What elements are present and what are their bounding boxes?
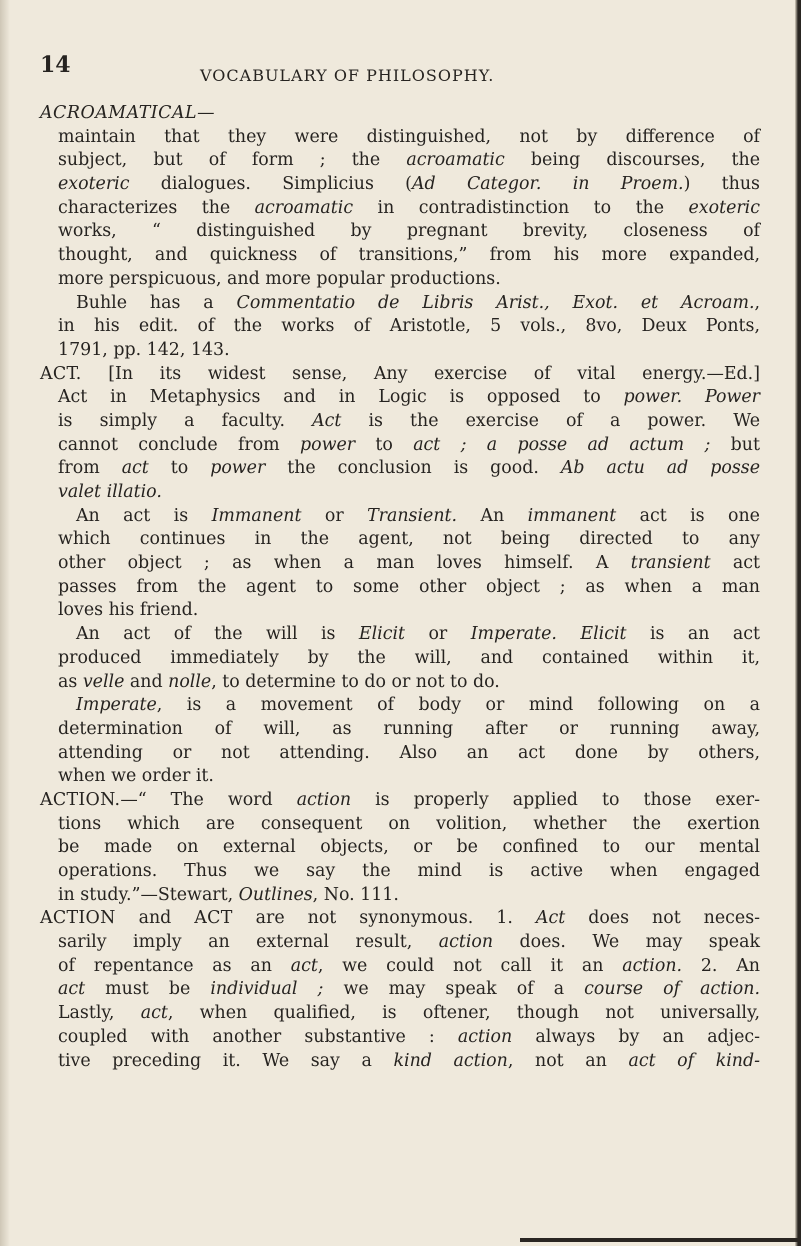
text-run: attending or not attending. Also an act done by others, bbox=[58, 742, 760, 763]
italic-term: action bbox=[438, 932, 494, 953]
text-run: An bbox=[457, 505, 528, 526]
text-line bbox=[40, 505, 760, 529]
text-line bbox=[40, 457, 760, 481]
page-bottom-edge bbox=[520, 1238, 801, 1242]
text-run: is properly applied to those exer- bbox=[351, 789, 760, 810]
text-run: , No. 111. bbox=[312, 884, 399, 905]
italic-term: exoteric bbox=[688, 197, 760, 218]
italic-term: acroamatic bbox=[406, 150, 505, 171]
italic-term: act bbox=[58, 979, 86, 1000]
text-line bbox=[40, 102, 760, 126]
text-run: as bbox=[58, 671, 83, 692]
text-line bbox=[40, 244, 760, 268]
text-line bbox=[40, 623, 760, 647]
running-head: VOCABULARY OF PHILOSOPHY. bbox=[200, 66, 495, 85]
text-run: , when qualified, is oftener, though not universally, bbox=[167, 1003, 760, 1024]
page-number: 14 bbox=[40, 52, 71, 78]
text-line bbox=[40, 552, 760, 576]
text-line bbox=[40, 220, 760, 244]
text-run: being discourses, the bbox=[504, 150, 760, 171]
page-left-edge-shadow bbox=[0, 0, 10, 1246]
text-run: 1791, pp. 142, 143. bbox=[58, 339, 230, 360]
page-right-edge bbox=[795, 0, 801, 1246]
text-run: operations. Thus we say the mind is active when engaged bbox=[58, 861, 760, 881]
italic-term: Power bbox=[705, 387, 760, 408]
text-run: tive preceding it. We say a bbox=[58, 1050, 394, 1071]
text-line bbox=[40, 599, 760, 623]
text-line bbox=[40, 149, 760, 173]
text-run: to bbox=[355, 434, 414, 455]
text-run: is simply a faculty. bbox=[58, 410, 313, 431]
text-run: coupled with another substantive : bbox=[58, 1026, 458, 1047]
text-run: from bbox=[58, 458, 122, 479]
entry-headword: ACT bbox=[194, 908, 233, 929]
text-run: or bbox=[301, 505, 368, 526]
italic-term: action bbox=[457, 1026, 513, 1047]
text-run: in contradistinction to the bbox=[353, 197, 689, 218]
text-line bbox=[40, 386, 760, 410]
text-line bbox=[40, 1026, 760, 1050]
text-line bbox=[40, 126, 760, 150]
text-line bbox=[40, 1050, 760, 1074]
text-run: Act in Metaphysics and in Logic is opposed to bbox=[58, 387, 624, 408]
text-line bbox=[40, 860, 760, 884]
text-run: passes from the agent to some other object ; as when a man bbox=[58, 576, 760, 597]
italic-term: Elicit bbox=[580, 624, 627, 645]
text-run: characterizes the bbox=[58, 197, 255, 218]
text-line bbox=[40, 268, 760, 292]
text-run: must be bbox=[85, 979, 211, 1000]
text-run: always by an adjec- bbox=[512, 1026, 760, 1047]
text-run: is the exercise of a power. We bbox=[341, 410, 760, 431]
text-run: we may speak of a bbox=[323, 979, 585, 1000]
text-line bbox=[40, 742, 760, 766]
italic-term: Act bbox=[312, 410, 342, 431]
italic-term: power bbox=[299, 434, 356, 455]
italic-term: course of action. bbox=[584, 979, 760, 1000]
text-line bbox=[40, 671, 760, 695]
text-line bbox=[40, 789, 760, 813]
text-run: Lastly, bbox=[58, 1003, 141, 1024]
text-run: tions which are consequent on volition, whether the exertion bbox=[58, 813, 760, 834]
text-line bbox=[40, 931, 760, 955]
entry-headword: ACTION. bbox=[40, 789, 121, 810]
text-line bbox=[40, 955, 760, 979]
italic-term: valet illatio. bbox=[58, 482, 162, 502]
text-line bbox=[40, 363, 760, 387]
italic-term: individual ; bbox=[210, 979, 324, 1000]
text-run: act is one bbox=[616, 505, 760, 526]
italic-term: nolle bbox=[168, 671, 212, 692]
text-run: Buhle has a bbox=[76, 292, 237, 313]
italic-term: velle bbox=[82, 671, 125, 692]
text-run: when we order it. bbox=[58, 766, 214, 787]
text-run: and bbox=[124, 671, 169, 692]
text-line bbox=[40, 576, 760, 600]
text-line bbox=[40, 315, 760, 339]
text-line bbox=[40, 694, 760, 718]
text-run: —“ The word bbox=[120, 789, 297, 810]
text-line bbox=[40, 765, 760, 789]
italic-term: act ; a posse ad actum ; bbox=[413, 434, 711, 455]
italic-term: action bbox=[296, 789, 352, 810]
italic-term: act bbox=[121, 458, 149, 479]
text-line bbox=[40, 173, 760, 197]
italic-term: Ad Categor. in Proem. bbox=[411, 174, 684, 195]
italic-term: Outlines bbox=[238, 884, 313, 905]
text-run: cannot conclude from bbox=[58, 434, 300, 455]
text-run: dialogues. Simplicius ( bbox=[129, 174, 412, 195]
text-run: [In its widest sense, Any exercise of vital energy.—Ed.] bbox=[81, 363, 760, 384]
text-run: does not neces- bbox=[565, 908, 760, 929]
text-run: An act of the will is bbox=[76, 624, 359, 645]
italic-term: power bbox=[210, 458, 266, 479]
italic-term: Commentatio de Libris Arist., Exot. et Acroam. bbox=[236, 292, 755, 313]
italic-term: immanent bbox=[527, 505, 617, 526]
text-run: and bbox=[115, 908, 195, 929]
text-run: loves his friend. bbox=[58, 600, 199, 621]
text-run: , to determine to do or not to do. bbox=[211, 671, 500, 692]
text-run: the conclusion is good. bbox=[265, 458, 561, 479]
text-run: be made on external objects, or be confined to our mental bbox=[58, 837, 760, 858]
entry-headword: ACROAMATICAL— bbox=[40, 103, 215, 123]
italic-term: Ab actu ad posse bbox=[560, 458, 760, 479]
text-run: of repentance as an bbox=[58, 955, 291, 976]
italic-term: acroamatic bbox=[254, 197, 354, 218]
italic-term: Act bbox=[535, 908, 566, 929]
text-run: maintain that they were distinguished, not by difference of bbox=[58, 126, 760, 147]
text-run: in study.”—Stewart, bbox=[58, 884, 239, 905]
italic-term: power. bbox=[623, 387, 683, 408]
text-run bbox=[682, 387, 705, 407]
text-line bbox=[40, 978, 760, 1002]
text-line bbox=[40, 339, 760, 363]
text-run: 2. An bbox=[682, 955, 760, 976]
text-run: works, “ distinguished by pregnant brevity, closeness of bbox=[58, 221, 760, 242]
text-line bbox=[40, 647, 760, 671]
text-run: determination of will, as running after or running away, bbox=[58, 718, 760, 739]
text-run: , bbox=[754, 292, 761, 313]
text-line bbox=[40, 907, 760, 931]
text-run: ) thus bbox=[683, 174, 760, 195]
text-run: in his edit. of the works of Aristotle, 5 vols., 8vo, Deux Ponts, bbox=[58, 316, 760, 337]
dictionary-text-body bbox=[40, 102, 760, 1073]
text-line bbox=[40, 813, 760, 837]
text-run: act bbox=[710, 553, 761, 574]
text-line bbox=[40, 434, 760, 458]
italic-term: Imperate bbox=[76, 695, 157, 716]
text-run: subject, but of form ; the bbox=[58, 150, 407, 171]
text-run: An act is bbox=[76, 505, 212, 526]
text-run bbox=[557, 624, 580, 644]
text-line bbox=[40, 410, 760, 434]
italic-term: transient bbox=[630, 553, 711, 574]
text-run: but bbox=[710, 434, 760, 455]
text-run: which continues in the agent, not being directed to any bbox=[58, 529, 760, 550]
text-run: thought, and quickness of transitions,” from his more expanded, bbox=[58, 245, 760, 266]
entry-headword: ACT. bbox=[40, 363, 82, 384]
text-line bbox=[40, 884, 760, 908]
text-line bbox=[40, 528, 760, 552]
text-run: more perspicuous, and more popular productions. bbox=[58, 268, 501, 289]
text-run: is an act bbox=[626, 624, 760, 645]
text-line bbox=[40, 1002, 760, 1026]
text-run: produced immediately by the will, and contained within it, bbox=[58, 647, 760, 668]
text-line bbox=[40, 197, 760, 221]
text-line bbox=[40, 836, 760, 860]
italic-term: act bbox=[290, 955, 318, 976]
text-run: , not an bbox=[507, 1050, 629, 1071]
text-run: to bbox=[148, 458, 211, 479]
text-run: sarily imply an external result, bbox=[58, 932, 439, 953]
text-line bbox=[40, 718, 760, 742]
italic-term: kind action bbox=[393, 1050, 508, 1071]
text-run: does. We may speak bbox=[493, 932, 760, 953]
text-line bbox=[40, 481, 760, 505]
text-run: are not synonymous. 1. bbox=[232, 908, 536, 929]
italic-term: Elicit bbox=[358, 624, 406, 645]
text-run: or bbox=[405, 624, 471, 645]
italic-term: Immanent bbox=[211, 505, 302, 526]
text-run: , is a movement of body or mind following on a bbox=[156, 695, 760, 716]
italic-term: exoteric bbox=[58, 174, 130, 195]
italic-term: action. bbox=[622, 955, 683, 976]
italic-term: Imperate. bbox=[470, 624, 557, 645]
text-run: other object ; as when a man loves himself. A bbox=[58, 553, 631, 574]
text-line bbox=[40, 292, 760, 316]
italic-term: act of kind- bbox=[628, 1050, 761, 1071]
entry-headword: ACTION bbox=[40, 908, 116, 929]
italic-term: Transient. bbox=[367, 505, 458, 526]
italic-term: act bbox=[140, 1003, 168, 1024]
page-header bbox=[40, 52, 740, 92]
text-run: , we could not call it an bbox=[317, 955, 623, 976]
